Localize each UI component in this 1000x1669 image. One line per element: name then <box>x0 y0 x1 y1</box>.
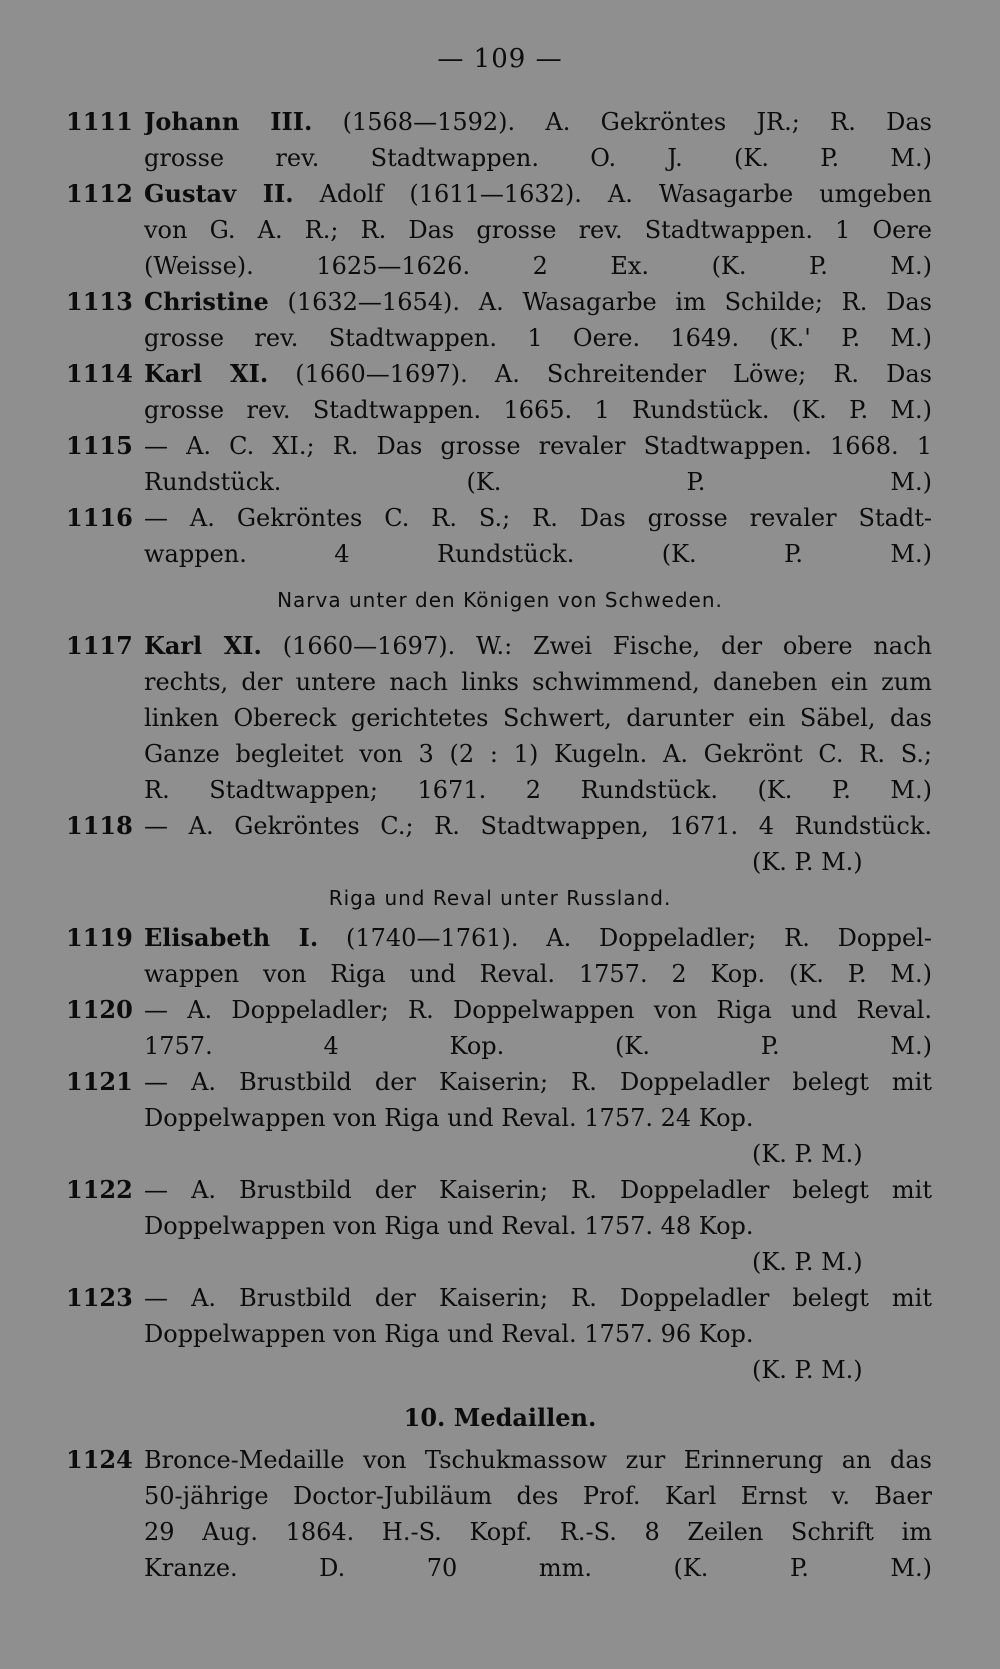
entry-number: 1111 <box>66 107 133 136</box>
entry-line: — A. Gekröntes C.; R. Stadtwappen, 1671. 4 Rundstück. <box>144 812 932 840</box>
entry-line: — A. C. XI.; R. Das grosse revaler Stadtwappen. 1668. 1 <box>144 432 932 460</box>
entry-line: Ganze begleitet von 3 (2 : 1) Kugeln. A. Gekrönt C. R. S.; <box>144 740 932 768</box>
catalog-entry <box>0 104 1000 176</box>
entry-number: 1121 <box>66 1067 133 1096</box>
catalog-entry <box>0 992 1000 1064</box>
catalog-entry <box>0 808 1000 880</box>
entry-number: 1113 <box>66 287 133 316</box>
catalog-entry <box>0 176 1000 284</box>
entry-line: von G. A. R.; R. Das grosse rev. Stadtwappen. 1 Oere <box>144 216 932 244</box>
entry-line: — A. Brustbild der Kaiserin; R. Doppeladler belegt mit <box>144 1176 932 1204</box>
entry-line: rechts, der untere nach links schwimmend, daneben ein zum <box>144 668 932 696</box>
entry-line: Adolf (1611—1632). A. Wasagarbe umgeben <box>293 180 932 208</box>
catalog-entry <box>0 428 1000 500</box>
entry-line: linken Obereck gerichtetes Schwert, darunter ein Säbel, das <box>144 704 932 732</box>
entry-line: 29 Aug. 1864. H.-S. Kopf. R.-S. 8 Zeilen Schrift im <box>144 1518 932 1546</box>
catalog-entry <box>0 284 1000 356</box>
entry-reference: (K. P. M.) <box>752 1140 863 1168</box>
entry-number: 1120 <box>66 995 133 1024</box>
entry-number: 1119 <box>66 923 133 952</box>
page-number: — 109 — <box>437 44 563 74</box>
entry-line: (1660—1697). W.: Zwei Fische, der obere nach <box>261 632 932 660</box>
entry-number: 1116 <box>66 503 133 532</box>
entry-line: Doppelwappen von Riga und Reval. 1757. 48 Kop. <box>144 1212 754 1240</box>
entry-line: wappen. 4 Rundstück. (K. P. M.) <box>144 540 932 568</box>
entry-line: (1632—1654). A. Wasagarbe im Schilde; R. Das <box>268 288 932 316</box>
entry-name: Johann III. <box>144 107 313 136</box>
entry-number: 1114 <box>66 359 133 388</box>
catalog-entry <box>0 500 1000 572</box>
section-title: Narva unter den Königen von Schweden. <box>277 588 723 612</box>
entry-line: (1740—1761). A. Doppeladler; R. Doppel- <box>318 924 932 952</box>
entry-line: grosse rev. Stadtwappen. 1665. 1 Rundstück. (K. P. M.) <box>144 396 932 424</box>
entry-reference: (K. P. M.) <box>752 1248 863 1276</box>
entry-line: — A. Brustbild der Kaiserin; R. Doppeladler belegt mit <box>144 1068 932 1096</box>
entry-line: (Weisse). 1625—1626. 2 Ex. (K. P. M.) <box>144 252 932 280</box>
catalog-entry <box>0 1442 1000 1586</box>
catalog-entry <box>0 628 1000 808</box>
entry-number: 1115 <box>66 431 133 460</box>
entry-reference: (K. P. M.) <box>752 1356 863 1384</box>
entry-number: 1122 <box>66 1175 133 1204</box>
section-title: Riga und Reval unter Russland. <box>328 886 672 910</box>
entry-line: Kranze. D. 70 mm. (K. P. M.) <box>144 1554 932 1582</box>
entry-name: Elisabeth I. <box>144 923 319 952</box>
entry-number: 1123 <box>66 1283 133 1312</box>
catalog-entry <box>0 920 1000 992</box>
entry-line: R. Stadtwappen; 1671. 2 Rundstück. (K. P. M.) <box>144 776 932 804</box>
entry-number: 1124 <box>66 1445 133 1474</box>
entry-number: 1112 <box>66 179 133 208</box>
entry-name: Karl XI. <box>144 359 269 388</box>
entry-line: Rundstück. (K. P. M.) <box>144 468 932 496</box>
entry-line: (1660—1697). A. Schreitender Löwe; R. Das <box>268 360 932 388</box>
entry-name: Christine <box>144 287 269 316</box>
entry-number: 1118 <box>66 811 133 840</box>
catalog-entries <box>0 104 1000 1586</box>
entry-line: Doppelwappen von Riga und Reval. 1757. 24 Kop. <box>144 1104 754 1132</box>
entry-reference: (K. P. M.) <box>752 848 863 876</box>
entry-line: Bronce-Medaille von Tschukmassow zur Erinnerung an das <box>144 1446 932 1474</box>
entry-line: grosse rev. Stadtwappen. O. J. (K. P. M.) <box>144 144 932 172</box>
entry-line: — A. Doppeladler; R. Doppelwappen von Riga und Reval. <box>144 996 932 1024</box>
entry-line: Doppelwappen von Riga und Reval. 1757. 96 Kop. <box>144 1320 754 1348</box>
entry-name: Gustav II. <box>144 179 294 208</box>
entry-line: 1757. 4 Kop. (K. P. M.) <box>144 1032 932 1060</box>
catalog-entry <box>0 1064 1000 1172</box>
entry-line: — A. Brustbild der Kaiserin; R. Doppeladler belegt mit <box>144 1284 932 1312</box>
section-heading: 10. Medaillen. <box>403 1403 597 1432</box>
catalog-entry <box>0 1280 1000 1388</box>
entry-name: Karl XI. <box>144 631 262 660</box>
entry-line: — A. Gekröntes C. R. S.; R. Das grosse revaler Stadt- <box>144 504 932 532</box>
entry-line: (1568—1592). A. Gekröntes JR.; R. Das <box>312 108 932 136</box>
catalog-entry <box>0 1172 1000 1280</box>
entry-line: wappen von Riga und Reval. 1757. 2 Kop. (K. P. M.) <box>144 960 932 988</box>
entry-line: 50-jährige Doctor-Jubiläum des Prof. Karl Ernst v. Baer <box>144 1482 932 1510</box>
entry-line: grosse rev. Stadtwappen. 1 Oere. 1649. (K.' P. M.) <box>144 324 932 352</box>
catalog-entry <box>0 356 1000 428</box>
entry-number: 1117 <box>66 631 133 660</box>
